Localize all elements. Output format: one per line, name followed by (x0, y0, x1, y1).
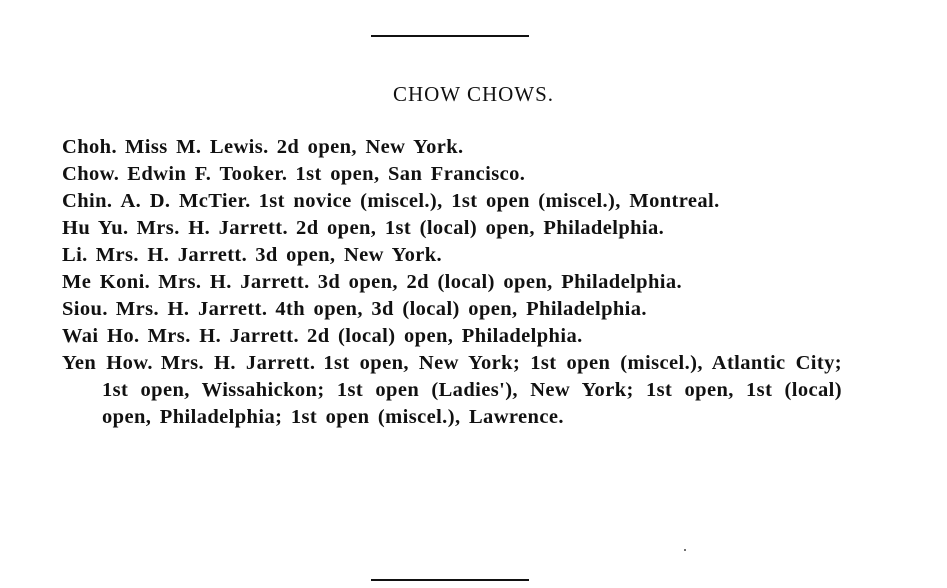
awards-text: 1st open, San Francisco. (295, 163, 526, 185)
list-item (62, 350, 842, 431)
owner-name: Mrs. H. Jarrett. (95, 244, 248, 266)
dog-name: Yen How. (62, 352, 153, 374)
dog-name: Wai Ho. (62, 325, 140, 347)
list-item (62, 269, 842, 296)
list-item (62, 296, 842, 323)
owner-name: Mrs. H. Jarrett. (158, 271, 310, 293)
dog-name: Chin. (62, 190, 113, 212)
owner-name: Miss M. Lewis. (124, 136, 269, 158)
dog-name: Choh. (62, 136, 117, 158)
section-title: CHOW CHOWS. (392, 82, 555, 106)
top-divider-rule (371, 35, 529, 37)
awards-text: 4th open, 3d (local) open, Philadelphia. (275, 298, 647, 320)
list-item (62, 215, 842, 242)
owner-name: A. D. McTier. (120, 190, 251, 212)
awards-text: 1st novice (miscel.), 1st open (miscel.), Montreal. (258, 190, 720, 212)
dog-name: Me Koni. (62, 271, 151, 293)
list-item (62, 242, 842, 269)
list-item (62, 161, 842, 188)
owner-name: Mrs. H. Jarrett. (147, 325, 300, 347)
owner-name: Mrs. H. Jarrett. (160, 352, 316, 374)
list-item (62, 134, 842, 161)
list-item (62, 188, 842, 215)
owner-name: Mrs. H. Jarrett. (136, 217, 289, 239)
owner-name: Mrs. H. Jarrett. (115, 298, 268, 320)
owner-name: Edwin F. Tooker. (127, 163, 288, 185)
speck-mark (684, 549, 686, 551)
awards-text: 3d open, 2d (local) open, Philadelphia. (317, 271, 683, 293)
dog-name: Chow. (62, 163, 120, 185)
awards-text: 2d open, New York. (276, 136, 464, 158)
dog-name: Siou. (62, 298, 108, 320)
awards-text: 2d open, 1st (local) open, Philadelphia. (296, 217, 665, 239)
awards-text: 2d (local) open, Philadelphia. (307, 325, 583, 347)
dog-name: Li. (62, 244, 88, 266)
dog-name: Hu Yu. (62, 217, 129, 239)
bottom-divider-rule (371, 579, 529, 581)
list-item (62, 323, 842, 350)
entry-list (62, 134, 842, 431)
awards-text: 3d open, New York. (255, 244, 443, 266)
awards-text: 1st open, New York; 1st open (miscel.), Atlantic City; 1st open, Wissahickon; 1st open (Ladies'), New York; 1st open, 1st (local) open, Philadelphia; 1st open (miscel.), Lawrence. (102, 352, 842, 428)
